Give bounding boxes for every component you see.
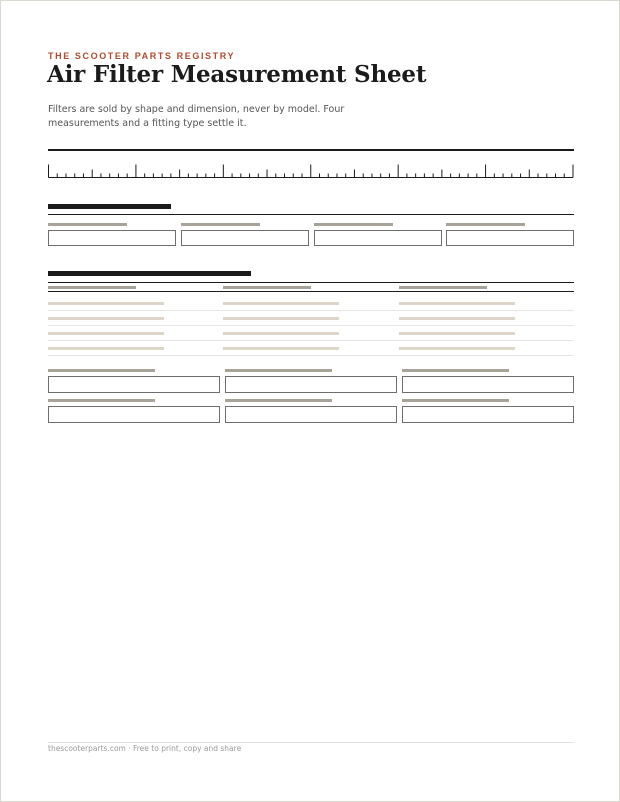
- table-header-cell: [223, 286, 311, 289]
- table-cell: [48, 347, 164, 350]
- page-title: Air Filter Measurement Sheet: [47, 61, 427, 88]
- table-cell: [223, 347, 339, 350]
- measurement-input[interactable]: [314, 230, 442, 246]
- measurement-input[interactable]: [48, 230, 176, 246]
- footer-rule: [48, 742, 574, 743]
- entry-input[interactable]: [402, 376, 574, 393]
- table-cell: [48, 317, 164, 320]
- registry-kicker: THE SCOOTER PARTS REGISTRY: [48, 51, 236, 61]
- table-header-rule: [48, 291, 574, 292]
- entry-input[interactable]: [48, 406, 220, 423]
- field-label: [48, 369, 155, 372]
- table-cell: [399, 317, 515, 320]
- field-label: [48, 223, 127, 226]
- table-row-divider: [48, 325, 574, 326]
- table-cell: [223, 317, 339, 320]
- table-header-cell: [399, 286, 487, 289]
- field-label: [402, 399, 509, 402]
- measuring-ruler: [48, 161, 574, 178]
- table-cell: [399, 347, 515, 350]
- table-cell: [48, 302, 164, 305]
- table-row-divider: [48, 310, 574, 311]
- intro-text: Filters are sold by shape and dimension, never by model. Four measurements and a fitting type settle it.: [48, 104, 345, 129]
- header-rule: [48, 149, 574, 151]
- section-rule: [48, 214, 574, 215]
- field-label: [48, 399, 155, 402]
- measurement-input[interactable]: [181, 230, 309, 246]
- table-row-divider: [48, 355, 574, 356]
- table-cell: [223, 302, 339, 305]
- table-cell: [223, 332, 339, 335]
- ruler-graphic: [48, 161, 574, 178]
- section-heading-bar: [48, 204, 171, 209]
- section-heading-bar: [48, 271, 251, 276]
- entry-input[interactable]: [225, 406, 397, 423]
- field-label: [402, 369, 509, 372]
- table-header-cell: [48, 286, 136, 289]
- table-cell: [48, 332, 164, 335]
- field-label: [225, 369, 332, 372]
- field-label: [314, 223, 393, 226]
- field-label: [446, 223, 525, 226]
- entry-input[interactable]: [402, 406, 574, 423]
- table-cell: [399, 332, 515, 335]
- footer-text: thescooterparts.com · Free to print, copy and share: [48, 744, 242, 753]
- entry-input[interactable]: [48, 376, 220, 393]
- table-cell: [399, 302, 515, 305]
- table-row-divider: [48, 340, 574, 341]
- section-rule: [48, 282, 574, 283]
- field-label: [225, 399, 332, 402]
- entry-input[interactable]: [225, 376, 397, 393]
- measurement-input[interactable]: [446, 230, 574, 246]
- field-label: [181, 223, 260, 226]
